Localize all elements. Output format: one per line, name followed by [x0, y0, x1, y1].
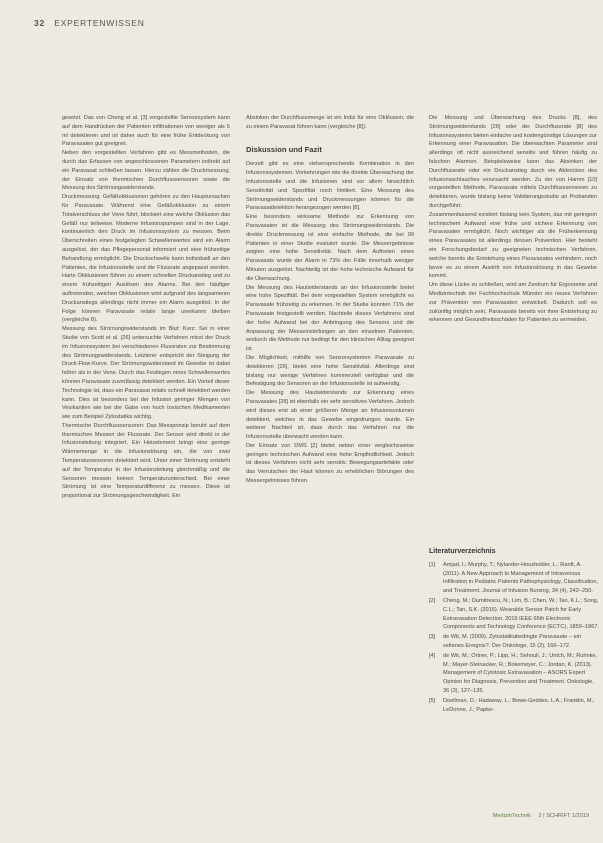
reference-number: [1] [429, 561, 436, 568]
paragraph: Neben den vorgestellten Verfahren gibt es Messmethoden, die durch das Erfassen von angeschlossenen Parametern indirekt auf ein Paravasat schließen lassen. Hierzu zählen die Druckmessung, der Einsatz von thermischen Durchflusssensoren sowie die Messung des Strömungswiderstands. [62, 150, 230, 192]
section-label: EXPERTENWISSEN [54, 18, 145, 28]
reference-number: [3] [429, 634, 436, 641]
paragraph: Derzeit gibt es eine vielversprechende Kombination in den Infusionssystemen. Vorkehrungen wie die direkte Überwachung der Infusionsstelle und die Infusionen sind vor allem hinsichtlich Sensitivität und Spezifität noch limitiert. Eine Messung des Strömungswiderstands und Druckmessungen können für die Paravasatdetektion herangezogen werden [8]. [246, 161, 414, 212]
paragraph: Absinken der Durchflussmenge ist ein Indiz für eine Okklusion, die zu einem Paravasat führen kann (vergleiche [8]). [246, 115, 414, 130]
reference-text: de Wit, M.; Ortner, P.; Lipp, H.; Sehouli, J.; Untch, M.; Ruhnke, M.; Mayer-Steinacker, R.; Bokemeyer, C.; Jordan, K. (2013). Management of Cytotoxic Extravasation – ASORS Expert Opinion for Diagnosis, Prevention and Treatment. Onkologie, 36 (3), 127–135. [443, 652, 598, 694]
running-header [34, 18, 145, 28]
references-heading: Literaturverzeichnis [429, 548, 496, 555]
reference-text: Cheng, M.; Dumitrescu, N.; Lim, B.; Chen, W.; Tan, K.L.; Song, C.L.; Tan, S.K. (2016). Wearable Sensor Patch for Early Extravasation Detection. 2016 IEEE 66th Electronic Components and Technology Conference (ECTC), 1859–1867. [443, 597, 599, 631]
page-footer [493, 813, 589, 819]
text-column-1 [62, 114, 230, 819]
paragraph: Die Möglichkeit, mithilfe von Sensorsystemen Paravasate zu detektieren [26], bietet eine hohe Sensitivität. Allerdings sind bislang nur wenige Verfahren kommerziell verfügbar und die Befestigung der Sensoren an der Infusionsstelle ist aufwendig. [246, 354, 414, 388]
reference-item [429, 633, 599, 651]
reference-number: [4] [429, 652, 436, 659]
reference-number: [5] [429, 697, 436, 704]
reference-text: Amjad, I.; Murphy, T.; Nylander-Housholder, L.; Ranft, A. (2011). A New Approach to Management of Intravenous Infiltration in Pediatric Patients Pathophysiology, Classification, and Treatment. Journal of Infusion Nursing, 34 (4), 242–250. [443, 561, 599, 595]
footer-issue: 2 | SCHRIFT 1/2019 [538, 813, 589, 819]
reference-number: [2] [429, 597, 436, 604]
paragraph: Zusammenfassend existiert bislang kein System, das mit geringem technischem Aufwand eine frühe und sichere Erkennung von Paravasaten ermöglicht. Noch wichtiger als die Früherkennung eines Paravasates ist allerdings dessen Prävention. Hier besteht ein Forschungsbedarf zu geeigneten technischen Verfahren, welche bereits die Entstehung eines Paravasates verhindern, noch bevor es zu einem Austritt von Infusionslösung in das Gewebe kommt. [429, 211, 597, 280]
text-column-3 [429, 114, 597, 534]
paragraph: Eine besonders wirksame Methode zur Erkennung von Paravasaten ist die Messung des Strömungswiderstands. Die direkte Druckmessung ist eine einfache Methode, die bei 99 Patienten in einer Studie evaluiert wurde. Die Messergebnisse zeigten eine hohe Sensitivität. Nach dem Auftreten eines Paravasats wurde der Alarm in 73% der Fälle innerhalb weniger Minuten ausgelöst. Nachteilig ist der hohe technische Aufwand für die Überwachung. [246, 214, 414, 282]
reference-item [429, 697, 599, 715]
reference-item [429, 597, 599, 632]
reference-item [429, 561, 599, 596]
paragraph: Um diese Lücke zu schließen, wird am Zentrum für Ergonomie und Medizintechnik der Fachhochschule Münster ein neues Verfahren zur Prävention von Paravasaten entwickelt. Dadurch soll es zukünftig möglich sein, Paravasate bereits vor ihrer Entstehung zu erkennen und Gesundheitsschäden für Patienten zu vermeiden. [429, 282, 597, 324]
paragraph: Die Messung des Hautwiderstands an der Infusionsstelle bietet eine hohe Spezifität. Bei dem vorgestellten System ermöglicht es Paravasate frühzeitig zu erkennen. In der Studie konnten 71% der Paravasate festgestellt werden. Nachteile dieses Verfahrens sind der hohe Aufwand bei der Anbringung des Sensors und die Anpassung der Messeinstellungen an den einzelnen Patienten, wodurch die Methode nur bedingt für den klinischen Alltag geeignet ist. [246, 284, 414, 353]
paragraph: Die Messung und Überwachung des Drucks [8], des Strömungswiderstands [26] oder der Durchflussrate [8] des Infusionssystems bieten einfache und kostengünstige Lösungen zur Erkennung einer Paravasation. Die überwachten Parameter sind allerdings oft nicht ausreichend sensitiv und führen häufig zu falschen Alarmen. Beispielsweise kann das Absinken der Durchflussrate oder ein Druckanstieg durch ein Abknicken des Infusionsschlauches verursacht werden. Zu der von Hamm [10] vorgestellten Methode, Paravasate mittels Durchflusssensoren zu detektieren, wurde bislang keine Validierungsstudie an Probanden durchgeführt. [429, 115, 597, 209]
reference-text: de Wit, M. (2009). Zytostatikabedingte Paravasate – ein seltenes Ereignis?. Der Onkologe, 15 (2), 166–172. [443, 634, 582, 649]
section-heading: Diskussion und Fazit [246, 144, 322, 154]
reference-item [429, 652, 599, 696]
reference-text: Doellman, D.; Hadaway, L.; Bowe-Geddes, L.A.; Franklin, M.; LeDonne, J.; Papke- [443, 697, 595, 713]
paragraph: Thermische Durchflusssensoren: Das Messprinzip beruht auf dem thermischen Messen der Flussrate. Der Sensor wird direkt in der Infusionsleitung integriert. Ein Heizelement bringt eine geringe Wärmemenge in die Infusionslösung ein, die von zwei Temperatursensoren detektiert wird. Unter einer Strömung entsteht auf der Temperatur in der Infusionsleitung gleichmäßig und die Sensoren messen keinen Temperaturunterschied. Bei einer Strömung ist eine Temperaturdifferenz zu messen. Diese ist proportional zur Strömungsgeschwindigkeit. Ein [62, 422, 230, 500]
paragraph: Die Messung des Hautwiderstands zur Erkennung eines Paravasates [28] ist ebenfalls ein sehr sensitives Verfahren. Jedoch wird dieses erst ab einer größeren Menge an Infusionsvolumen detektiert, welches in das Gewebe eingedrungen wurde. Ein weiterer Nachteil ist, dass durch das Verfahren nur die Infusionsstelle überwacht werden kann. [246, 390, 414, 441]
text-column-2 [246, 114, 414, 819]
paragraph: gesetzt. Das von Cheng et al. [3] vorgestellte Sensorsystem kann auf dem Handrücken der Patienten infiltrationen von weniger als 5 ml detektieren und ist daher auch für eine frühe Entdeckung von Paravasaten gut geeignet. [62, 115, 230, 148]
references-section [429, 548, 599, 715]
footer-brand: MedizinTechnik [492, 813, 531, 819]
paragraph: Druckmessung: Gefäßokklusionen gehören zu den Hauptursachen für Paravasate. Während eine Gefäßokklusion zu einem Totalverschluss der Vene führt, blockiert eine weiche Okklusion das Gefäß nur teilweise. Moderne Infusionspumpen sind in der Lage, kontinuierlich den Druck im Infusionssystem zu messen. Beim Überschreiten eines festgelegten Schwellenwertes wird ein Alarm ausgelöst, der das Pflegepersonal informiert und eine frühzeitige Behandlung ermöglicht. Die Druckschwelle kann individuell an den Patienten, die Infusionsstelle und die Flussrate angepasst werden. Harte Okklusionen führen zu einem schnellen Druckanstieg und zu einem frühzeitigen Auslösen des Alarms. Bei den häufiger auftretenden, weichen Okklusionen wird aufgrund des langsameren Druckanstiegs allerdings nicht immer ein Alarm ausgelöst. In der Folge können Paravasate relativ lange unerkannt bleiben (vergleiche 8). [62, 194, 230, 324]
paragraph: Messung des Strömungswiderstands im Blut: Kurz: Sei in einer Studie von Scott et al. [26] untersuchte Verfahren misst der Druck im Infusionssystem bei verschiedenen Flussraten zur Bestimmung des Strömungswiderstands. Letzterer entspricht der Steigung der Druck-Flow-Kurve. Der Strömungswiderstand im Gewebe ist dabei höher als in der Vene. Durch das Festlegen eines Schwellenwertes können Paravasate zuverlässig detektiert werden. Ein Vorteil dieser Technologie ist, dass ein Paravasat relativ schnell detektiert werden kann. Dies ist besonders bei der Infusion geringer Mengen von Vesikantien wie bei der Gabe von hoch toxischen Medikamenten wie zum Beispiel Zytostatika wichtig. [62, 326, 230, 421]
page-number: 32 [34, 18, 46, 28]
paragraph: Der Einsatz von DMS [2] bietet neben einer vergleichsweise geringen technischen Aufwand eine hohe Empfindlichkeit. Jedoch ist dieses Verfahren nicht sehr sensitiv. Bewegungsartefakte oder das Verrutschen der Haut können zu erheblichen Störungen des Messergebnisses führen. [246, 442, 414, 485]
